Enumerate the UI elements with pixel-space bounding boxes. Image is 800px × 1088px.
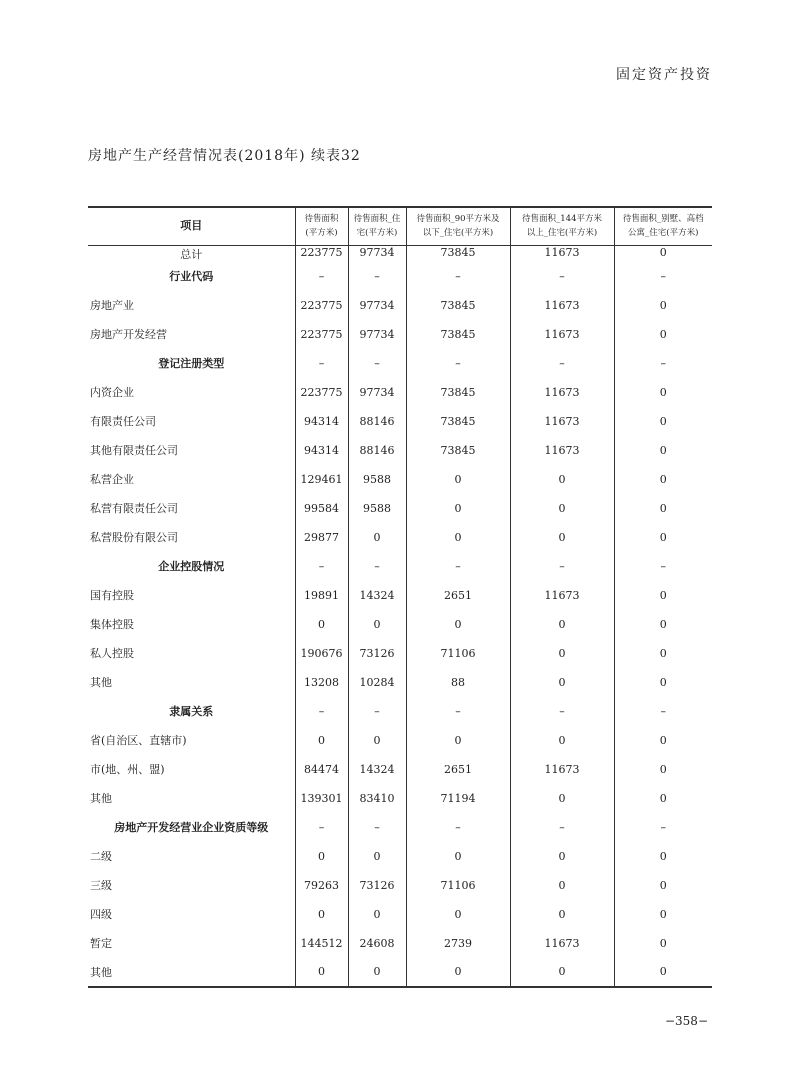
column-header-unsold-residential: 待售面积_住 宅(平方米) (348, 207, 406, 245)
table-cell: – (406, 262, 510, 291)
table-cell: 0 (614, 523, 712, 552)
row-label: 房地产业 (90, 299, 134, 312)
table-cell: 97734 (348, 320, 406, 349)
table-cell: 0 (614, 639, 712, 668)
row-label: 私营股份有限公司 (90, 531, 178, 544)
table-cell: 139301 (295, 784, 348, 813)
table-cell: 129461 (295, 465, 348, 494)
table-cell: 0 (406, 465, 510, 494)
table-cell: 223775 (295, 320, 348, 349)
table-cell: 0 (406, 494, 510, 523)
table-cell: 0 (295, 900, 348, 929)
table-cell: 0 (614, 407, 712, 436)
table-cell: 0 (614, 494, 712, 523)
table-row (88, 262, 712, 291)
table-row (88, 813, 712, 842)
row-label: 内资企业 (90, 386, 134, 399)
table-cell: 0 (614, 929, 712, 958)
row-label: 二级 (90, 850, 112, 863)
table-row (88, 784, 712, 813)
table-cell: 29877 (295, 523, 348, 552)
table-row (88, 245, 712, 262)
table-cell: 0 (406, 726, 510, 755)
column-header-unsold-under-90: 待售面积_90平方米及 以下_住宅(平方米) (406, 207, 510, 245)
table-cell: – (406, 813, 510, 842)
table-cell: 223775 (295, 378, 348, 407)
table-cell: – (295, 697, 348, 726)
table-row (88, 610, 712, 639)
table-cell: 0 (614, 378, 712, 407)
table-cell: 0 (295, 842, 348, 871)
table-cell: 0 (510, 610, 614, 639)
table-cell: – (510, 552, 614, 581)
table-cell: – (614, 697, 712, 726)
table-cell: 88146 (348, 407, 406, 436)
table-cell: – (295, 262, 348, 291)
table-cell: 0 (614, 958, 712, 987)
table-cell: 0 (406, 842, 510, 871)
table-cell: 0 (614, 436, 712, 465)
table-row (88, 378, 712, 407)
table-row (88, 958, 712, 987)
table-cell: 0 (614, 581, 712, 610)
table-cell: 73845 (406, 378, 510, 407)
table-cell: 0 (295, 610, 348, 639)
table-cell: 0 (510, 668, 614, 697)
table-cell: 11673 (510, 755, 614, 784)
table-cell: 0 (510, 494, 614, 523)
table-cell: 2651 (406, 581, 510, 610)
column-header-unsold-over-144: 待售面积_144平方米 以上_住宅(平方米) (510, 207, 614, 245)
row-label: 国有控股 (90, 589, 134, 602)
table-row (88, 436, 712, 465)
table-cell: 0 (406, 610, 510, 639)
table-row (88, 581, 712, 610)
data-table (88, 206, 712, 988)
table-cell: 0 (295, 726, 348, 755)
table-cell: 0 (614, 610, 712, 639)
table-cell: 73845 (406, 245, 510, 262)
table-cell: 11673 (510, 581, 614, 610)
table-cell: 2739 (406, 929, 510, 958)
row-label: 私人控股 (90, 647, 134, 660)
table-cell: 84474 (295, 755, 348, 784)
row-label: 有限责任公司 (90, 415, 156, 428)
table-cell: 9588 (348, 494, 406, 523)
table-cell: 73845 (406, 320, 510, 349)
table-cell: 190676 (295, 639, 348, 668)
row-label: 其他有限责任公司 (90, 444, 178, 457)
table-cell: – (614, 813, 712, 842)
table-header-row (88, 207, 712, 245)
table-cell: 0 (406, 900, 510, 929)
table-cell: – (348, 349, 406, 378)
table-cell: 11673 (510, 378, 614, 407)
row-label: 省(自治区、直辖市) (90, 734, 187, 747)
table-cell: 94314 (295, 407, 348, 436)
table-cell: 0 (614, 668, 712, 697)
table-cell: – (510, 813, 614, 842)
table-cell: 0 (348, 726, 406, 755)
table-cell: 83410 (348, 784, 406, 813)
table-cell: – (406, 349, 510, 378)
table-cell: 144512 (295, 929, 348, 958)
table-cell: 223775 (295, 291, 348, 320)
table-row (88, 697, 712, 726)
table-cell: – (614, 552, 712, 581)
table-row (88, 291, 712, 320)
table-cell: 11673 (510, 407, 614, 436)
table-cell: 223775 (295, 245, 348, 262)
row-label: 房地产开发经营业企业资质等级 (114, 821, 269, 834)
table-cell: – (348, 262, 406, 291)
table-cell: 14324 (348, 755, 406, 784)
row-label: 集体控股 (90, 618, 134, 631)
table-cell: 0 (510, 523, 614, 552)
table-cell: 71106 (406, 639, 510, 668)
table-cell: 11673 (510, 436, 614, 465)
row-label: 私营有限责任公司 (90, 502, 178, 515)
row-label: 行业代码 (169, 270, 214, 283)
table-cell: 0 (614, 245, 712, 262)
table-cell: – (406, 552, 510, 581)
table-cell: 0 (510, 726, 614, 755)
table-cell: 0 (348, 610, 406, 639)
table-row (88, 842, 712, 871)
table-row (88, 523, 712, 552)
table-cell: 0 (510, 900, 614, 929)
table-cell: 73126 (348, 871, 406, 900)
row-label: 隶属关系 (169, 705, 214, 718)
table-cell: 0 (510, 784, 614, 813)
table-cell: 0 (348, 900, 406, 929)
table-row (88, 552, 712, 581)
column-header-unsold-area: 待售面积 (平方米) (295, 207, 348, 245)
table-cell: 0 (510, 958, 614, 987)
table-cell: 94314 (295, 436, 348, 465)
table-cell: 11673 (510, 245, 614, 262)
row-label: 登记注册类型 (158, 357, 225, 370)
table-cell: – (295, 813, 348, 842)
table-cell: 99584 (295, 494, 348, 523)
table-cell: 71106 (406, 871, 510, 900)
table-cell: 11673 (510, 291, 614, 320)
row-label: 四级 (90, 908, 112, 921)
table-cell: – (614, 349, 712, 378)
table-cell: 97734 (348, 378, 406, 407)
table-cell: – (295, 349, 348, 378)
table-cell: 0 (295, 958, 348, 987)
table-row (88, 639, 712, 668)
table-cell: 0 (348, 523, 406, 552)
table-cell: – (348, 697, 406, 726)
page-number: −358− (664, 1014, 708, 1028)
table-cell: – (510, 697, 614, 726)
table-row (88, 726, 712, 755)
table-cell: 0 (614, 871, 712, 900)
table-cell: 73845 (406, 436, 510, 465)
table-cell: 24608 (348, 929, 406, 958)
table-cell: 73845 (406, 291, 510, 320)
table-cell: 2651 (406, 755, 510, 784)
table-row (88, 929, 712, 958)
table-cell: 0 (614, 291, 712, 320)
table-cell: 0 (348, 842, 406, 871)
table-cell: 0 (348, 958, 406, 987)
row-label: 其他 (90, 792, 112, 805)
table-cell: 0 (406, 523, 510, 552)
table-row (88, 900, 712, 929)
row-label: 暂定 (90, 937, 112, 950)
table-cell: 0 (406, 958, 510, 987)
table-row (88, 407, 712, 436)
table-row (88, 349, 712, 378)
row-label: 总计 (180, 247, 203, 261)
table-cell: 0 (614, 726, 712, 755)
table-cell: – (406, 697, 510, 726)
table-cell: 0 (614, 784, 712, 813)
table-cell: 19891 (295, 581, 348, 610)
table-cell: 11673 (510, 320, 614, 349)
table-cell: 0 (510, 465, 614, 494)
table-cell: 9588 (348, 465, 406, 494)
table-cell: – (348, 813, 406, 842)
table-row (88, 494, 712, 523)
row-label: 私营企业 (90, 473, 134, 486)
table-row (88, 465, 712, 494)
row-label: 房地产开发经营 (90, 328, 167, 341)
column-header-item: 项目 (88, 207, 295, 245)
table-body (88, 245, 712, 987)
row-label: 其他 (90, 676, 112, 689)
table-cell: 97734 (348, 291, 406, 320)
table-cell: 0 (614, 320, 712, 349)
running-header: 固定资产投资 (616, 67, 712, 83)
table-cell: – (348, 552, 406, 581)
table-cell: 11673 (510, 929, 614, 958)
table-row (88, 668, 712, 697)
table-row (88, 871, 712, 900)
table-cell: – (510, 262, 614, 291)
table-cell: 0 (510, 639, 614, 668)
table-cell: 0 (510, 842, 614, 871)
table-cell: 0 (614, 755, 712, 784)
table-cell: 88146 (348, 436, 406, 465)
row-label: 三级 (90, 879, 112, 892)
table-caption: 房地产生产经营情况表(2018年) 续表32 (88, 148, 361, 164)
table-cell: 79263 (295, 871, 348, 900)
column-header-unsold-villa: 待售面积_别墅、高档 公寓_住宅(平方米) (614, 207, 712, 245)
table-cell: 0 (614, 900, 712, 929)
table-cell: 0 (614, 842, 712, 871)
table-cell: – (510, 349, 614, 378)
table-cell: 88 (406, 668, 510, 697)
table-cell: 14324 (348, 581, 406, 610)
table-cell: 73126 (348, 639, 406, 668)
table-cell: 13208 (295, 668, 348, 697)
table-cell: 10284 (348, 668, 406, 697)
table-cell: 0 (614, 465, 712, 494)
row-label: 市(地、州、盟) (90, 763, 165, 776)
table-cell: 0 (510, 871, 614, 900)
table-row (88, 320, 712, 349)
table-cell: 71194 (406, 784, 510, 813)
row-label: 其他 (88, 958, 295, 987)
table-cell: 73845 (406, 407, 510, 436)
table-cell: – (295, 552, 348, 581)
row-label: 企业控股情况 (158, 560, 225, 573)
table-cell: 97734 (348, 245, 406, 262)
table-cell: – (614, 262, 712, 291)
table-row (88, 755, 712, 784)
